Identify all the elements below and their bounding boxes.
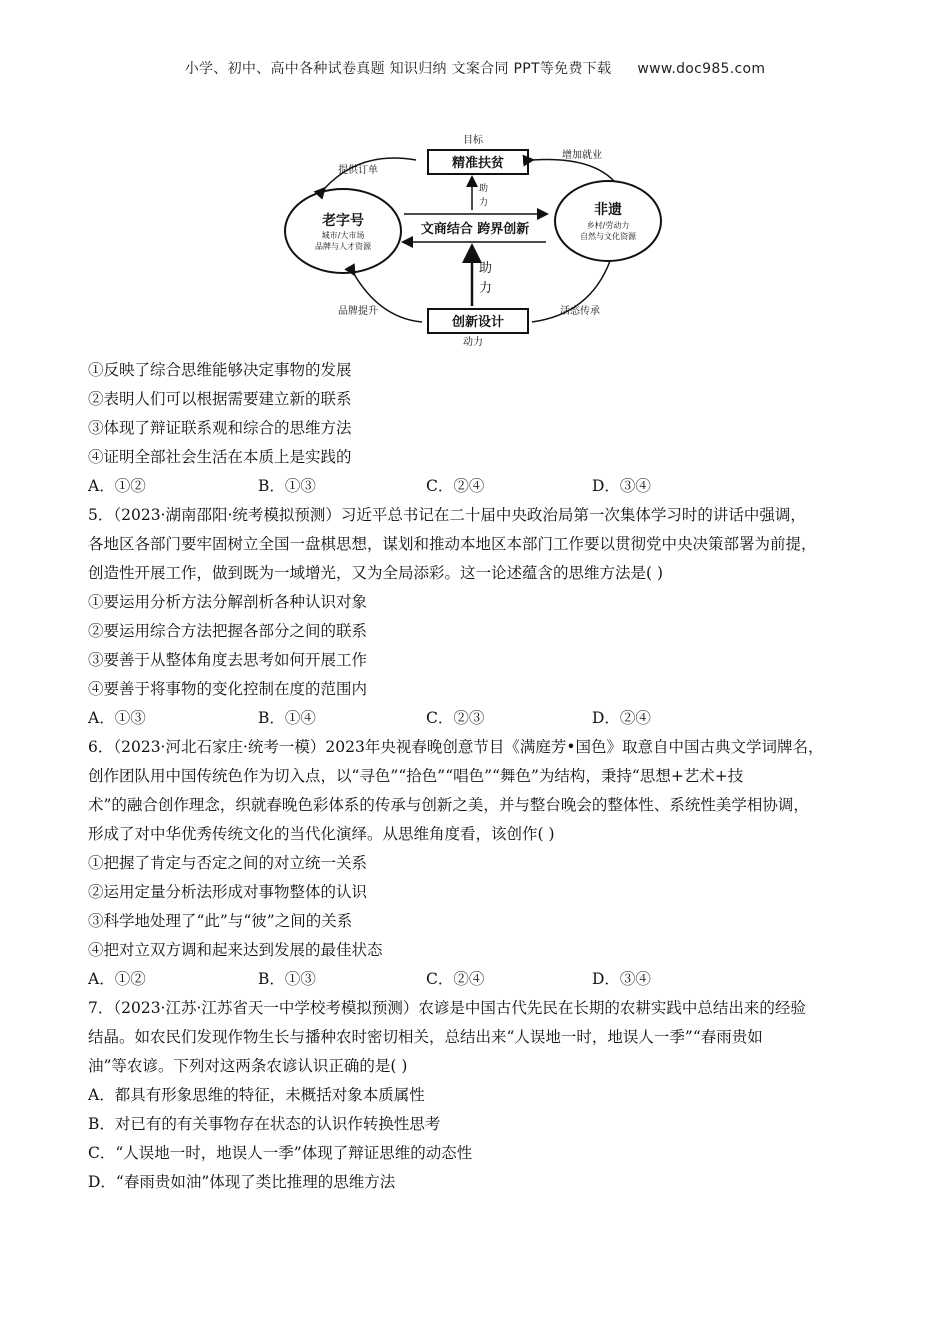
right-circle-sub2: 自然与文化资源 [580, 232, 636, 241]
q4-item-2: ②表明人们可以根据需要建立新的联系 [88, 390, 352, 408]
q6-option-d[interactable]: D．③④ [592, 970, 651, 988]
goal-label: 目标 [463, 135, 483, 146]
help-small-2: 力 [479, 198, 489, 208]
q4-option-b[interactable]: B．①③ [258, 477, 316, 495]
q7-choice-a[interactable]: A．都具有形象思维的特征，未概括对象本质属性 [88, 1086, 425, 1104]
q6-item-1: ①把握了肯定与否定之间的对立统一关系 [88, 854, 368, 872]
right-circle-title: 非遗 [594, 202, 622, 218]
q7-choice-b[interactable]: B．对已有的有关事物存在状态的认识作转换性思考 [88, 1115, 441, 1133]
q6-stem-3: 术”的融合创作理念，织就春晚色彩体系的传承与创新之美，并与整台晚会的整体性、系统性美学相协调， [88, 796, 809, 814]
q5-stem-1: 5．（2023·湖南邵阳·统考模拟预测）习近平总书记在二十届中央政治局第一次集体学习时的讲话中强调， [88, 506, 806, 524]
q4-option-c[interactable]: C．②④ [426, 477, 485, 495]
top-box-label: 精准扶贫 [451, 156, 505, 171]
header-text: 小学、初中、高中各种试卷真题 知识归纳 文案合同 PPT等免费下载 [184, 61, 612, 77]
help-small-1: 助 [479, 184, 489, 194]
q7-stem-3: 油”等农谚。下列对这两条农谚认识正确的是( ) [88, 1057, 408, 1075]
diagram [280, 128, 670, 350]
q5-block [88, 501, 868, 733]
right-circle-sub1: 乡村/劳动力 [586, 221, 630, 230]
brand-upgrade: 品牌提升 [338, 306, 378, 317]
q5-item-1: ①要运用分析方法分解剖析各种认识对象 [88, 593, 368, 611]
q5-options [88, 704, 868, 733]
q7-choice-d[interactable]: D．“春雨贵如油”体现了类比推理的思维方法 [88, 1173, 396, 1191]
help-large-1: 助 [479, 261, 493, 276]
provide-orders: 提供订单 [338, 165, 378, 176]
q6-item-3: ③科学地处理了“此”与“彼”之间的关系 [88, 912, 353, 930]
q7-stem-2: 结晶。如农民们发现作物生长与播种农时密切相关，总结出来“人误地一时，地误人一季”“春雨贵如 [88, 1028, 763, 1046]
q5-option-c[interactable]: C．②③ [426, 709, 485, 727]
help-large-2: 力 [479, 281, 493, 296]
q6-option-c[interactable]: C．②④ [426, 970, 485, 988]
page-header [0, 58, 950, 78]
q6-item-4: ④把对立双方调和起来达到发展的最佳状态 [88, 941, 383, 959]
left-circle-title: 老字号 [322, 213, 364, 229]
q5-item-3: ③要善于从整体角度去思考如何开展工作 [88, 651, 368, 669]
q5-stem-2: 各地区各部门要牢固树立全国一盘棋思想，谋划和推动本地区本部门工作要以贯彻党中央决策部署为前提， [88, 535, 817, 553]
q4-item-3: ③体现了辩证联系观和综合的思维方法 [88, 419, 352, 437]
q6-stem-4: 形成了对中华优秀传统文化的当代化演绎。从思维角度看，该创作( ) [88, 825, 555, 843]
q5-option-d[interactable]: D．②④ [592, 709, 651, 727]
q5-item-4: ④要善于将事物的变化控制在度的范围内 [88, 680, 368, 698]
questions [88, 356, 868, 1197]
q6-item-2: ②运用定量分析法形成对事物整体的认识 [88, 883, 368, 901]
q6-block [88, 733, 868, 994]
q6-option-a[interactable]: A．①② [88, 970, 146, 988]
q7-choice-c[interactable]: C．“人误地一时，地误人一季”体现了辩证思维的动态性 [88, 1144, 473, 1162]
living-heritage: 活态传承 [560, 306, 600, 317]
q6-stem-2: 创作团队用中国传统色作为切入点，以“寻色”“拾色”“唱色”“舞色”为结构，秉持“思想+艺术+技 [88, 767, 744, 785]
q6-options [88, 965, 868, 994]
q6-stem-1: 6．（2023·河北石家庄·统考一模）2023年央视春晚创意节目《满庭芳•国色》取意自中国古典文学词牌名， [88, 738, 824, 756]
left-circle-sub2: 品牌与人才资源 [315, 242, 371, 251]
q7-stem-1: 7．（2023·江苏·江苏省天一中学校考模拟预测）农谚是中国古代先民在长期的农耕实践中总结出来的经验 [88, 999, 806, 1017]
q4-option-a[interactable]: A．①② [88, 477, 146, 495]
q5-stem-3: 创造性开展工作，做到既为一域增光，又为全局添彩。这一论述蕴含的思维方法是( ) [88, 564, 664, 582]
q6-option-b[interactable]: B．①③ [258, 970, 316, 988]
q4-options [88, 472, 868, 501]
q4-item-1: ①反映了综合思维能够决定事物的发展 [88, 361, 352, 379]
center-text: 文商结合 跨界创新 [420, 222, 530, 237]
q4-option-d[interactable]: D．③④ [592, 477, 651, 495]
q5-option-a[interactable]: A．①③ [88, 709, 146, 727]
arc-top-right [532, 159, 614, 181]
q4-block [88, 356, 868, 501]
bottom-box-label: 创新设计 [451, 315, 505, 330]
q5-option-b[interactable]: B．①④ [258, 709, 316, 727]
left-circle-sub1: 城市/大市场 [321, 231, 365, 240]
q7-block [88, 994, 868, 1197]
increase-jobs: 增加就业 [562, 150, 602, 161]
q5-item-2: ②要运用综合方法把握各部分之间的联系 [88, 622, 368, 640]
bottom-label: 动力 [463, 337, 483, 348]
header-url[interactable]: www.doc985.com [637, 61, 766, 77]
q4-item-4: ④证明全部社会生活在本质上是实践的 [88, 448, 352, 466]
